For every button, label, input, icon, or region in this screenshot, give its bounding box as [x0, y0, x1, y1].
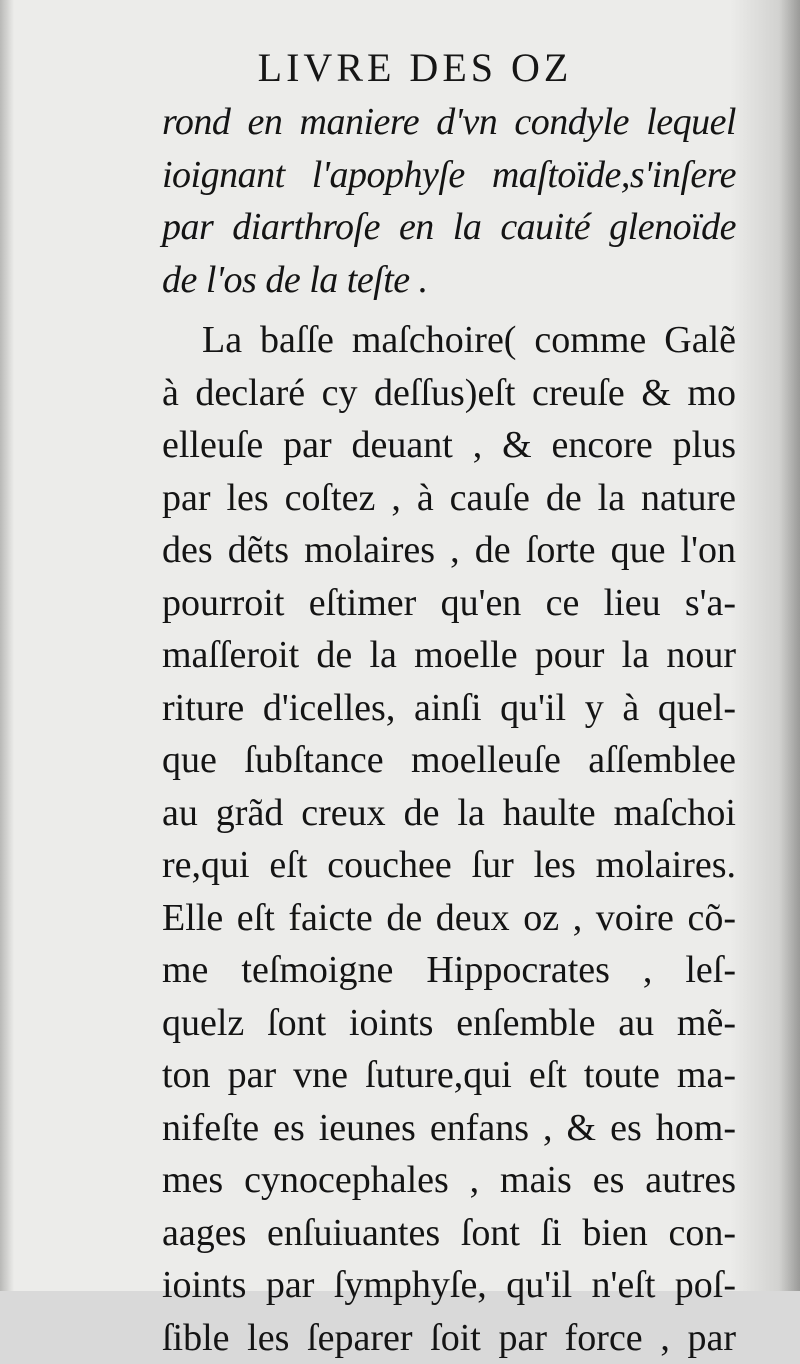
page-gutter-shadow — [0, 0, 14, 1291]
text-line: Elle eſt faicte de deux oz , voire cõ- — [162, 892, 736, 945]
text-line: pourroit eſtimer qu'en ce lieu s'a- — [162, 577, 736, 630]
text-line: des dẽts molaires , de ſorte que l'on — [162, 524, 736, 577]
text-line: elleuſe par deuant , & encore plus — [162, 419, 736, 472]
text-line: quelz ſont ioints enſemble au mẽ- — [162, 997, 736, 1050]
text-line-italic: ioignant l'apophyſe maſtoïde,s'inſere — [162, 149, 736, 202]
text-line: mes cynocephales , mais es autres — [162, 1154, 736, 1207]
text-line: riture d'icelles, ainſi qu'il y à quel- — [162, 682, 736, 735]
text-line-italic: de l'os de la teſte . — [162, 254, 736, 307]
text-line-italic: rond en maniere d'vn condyle lequel — [162, 96, 736, 149]
text-line: ton par vne ſuture,qui eſt toute ma- — [162, 1049, 736, 1102]
text-line: par les coſtez , à cauſe de la nature — [162, 472, 736, 525]
text-line: aages enſuiuantes ſont ſi bien con- — [162, 1207, 736, 1260]
text-line: ſible les ſeparer ſoit par force , par — [162, 1312, 736, 1364]
text-line: au grãd creux de la haulte maſchoi — [162, 787, 736, 840]
paragraph-first-line: La baſſe maſchoire( comme Galẽ — [162, 314, 736, 367]
text-line: à declaré cy deſſus)eſt creuſe & mo — [162, 367, 736, 420]
text-line: maſſeroit de la moelle pour la nour — [162, 629, 736, 682]
main-text — [162, 96, 736, 1364]
text-line: re,qui eſt couchee ſur les molaires. — [162, 839, 736, 892]
running-head: LIVRE DES OZ — [0, 44, 800, 91]
text-line: que ſubſtance moelleuſe aſſemblee — [162, 734, 736, 787]
text-line: me teſmoigne Hippocrates , leſ- — [162, 944, 736, 997]
page-edge-shadow — [730, 0, 800, 1291]
text-line: ioints par ſymphyſe, qu'il n'eſt poſ- — [162, 1259, 736, 1312]
text-line: nifeſte es ieunes enfans , & es hom- — [162, 1102, 736, 1155]
text-line-italic: par diarthroſe en la cauité glenoïde — [162, 201, 736, 254]
